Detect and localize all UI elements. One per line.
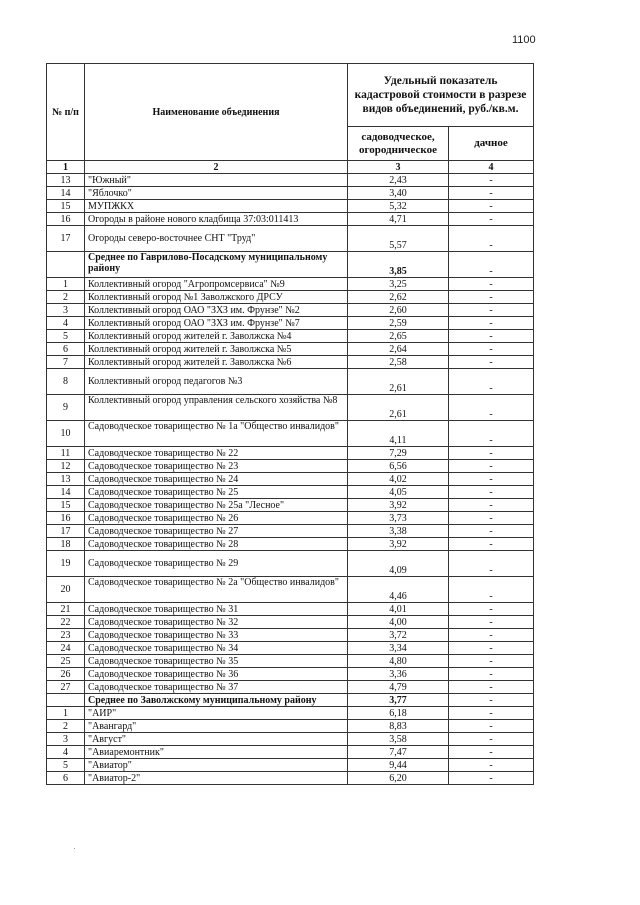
garden-value-cell: 2,62: [348, 291, 449, 304]
association-name-cell: Среднее по Заволжскому муниципальному району: [85, 694, 348, 707]
garden-value-cell: 4,46: [348, 577, 449, 603]
association-name-cell: Садоводческое товарищество № 37: [85, 681, 348, 694]
dacha-value-cell: -: [449, 603, 534, 616]
row-number-cell: 3: [47, 733, 85, 746]
dacha-value-cell: -: [449, 525, 534, 538]
header-row-number: № п/п: [47, 64, 85, 161]
row-number-cell: 6: [47, 772, 85, 785]
row-number-cell: 18: [47, 538, 85, 551]
dacha-value-cell: -: [449, 759, 534, 772]
table-row: [47, 187, 534, 200]
garden-value-cell: 4,02: [348, 473, 449, 486]
dacha-value-cell: -: [449, 278, 534, 291]
dacha-value-cell: -: [449, 200, 534, 213]
association-name-cell: Садоводческое товарищество № 28: [85, 538, 348, 551]
row-number-cell: 12: [47, 460, 85, 473]
row-number-cell: [47, 694, 85, 707]
association-name-cell: Коллективный огород №1 Заволжского ДРСУ: [85, 291, 348, 304]
garden-value-cell: 3,73: [348, 512, 449, 525]
table-row: [47, 291, 534, 304]
garden-value-cell: 3,92: [348, 538, 449, 551]
row-number-cell: 13: [47, 174, 85, 187]
association-name-cell: Садоводческое товарищество № 32: [85, 616, 348, 629]
association-name-cell: Среднее по Гаврилово-Посадскому муниципальному району: [85, 252, 348, 278]
row-number-cell: 7: [47, 356, 85, 369]
table-row: [47, 577, 534, 603]
row-number-cell: 25: [47, 655, 85, 668]
dacha-value-cell: -: [449, 187, 534, 200]
garden-value-cell: 3,92: [348, 499, 449, 512]
garden-value-cell: 2,43: [348, 174, 449, 187]
table-row: [47, 512, 534, 525]
table-row: [47, 486, 534, 499]
dacha-value-cell: -: [449, 317, 534, 330]
garden-value-cell: 5,32: [348, 200, 449, 213]
association-name-cell: Садоводческое товарищество № 29: [85, 551, 348, 577]
table-row: [47, 720, 534, 733]
association-name-cell: Огороды северо-восточнее СНТ "Труд": [85, 226, 348, 252]
table-row: [47, 603, 534, 616]
garden-value-cell: 4,01: [348, 603, 449, 616]
dacha-value-cell: -: [449, 473, 534, 486]
dacha-value-cell: -: [449, 746, 534, 759]
association-name-cell: Садоводческое товарищество № 26: [85, 512, 348, 525]
table-row: [47, 551, 534, 577]
row-number-cell: 17: [47, 525, 85, 538]
column-number-4: 4: [449, 161, 534, 174]
dacha-value-cell: -: [449, 668, 534, 681]
dacha-value-cell: -: [449, 499, 534, 512]
dacha-value-cell: -: [449, 226, 534, 252]
association-name-cell: Садоводческое товарищество № 2а "Общество инвалидов": [85, 577, 348, 603]
dacha-value-cell: -: [449, 772, 534, 785]
garden-value-cell: 3,85: [348, 252, 449, 278]
column-number-3: 3: [348, 161, 449, 174]
dacha-value-cell: -: [449, 538, 534, 551]
garden-value-cell: 7,29: [348, 447, 449, 460]
table-row: [47, 356, 534, 369]
garden-value-cell: 3,40: [348, 187, 449, 200]
table-row: [47, 421, 534, 447]
row-number-cell: 4: [47, 317, 85, 330]
row-number-cell: 3: [47, 304, 85, 317]
row-number-cell: 16: [47, 213, 85, 226]
header-garden-type: садоводческое, огородническое: [348, 127, 449, 161]
association-name-cell: "АИР": [85, 707, 348, 720]
association-name-cell: "Южный": [85, 174, 348, 187]
association-name-cell: Коллективный огород "Агропромсервиса" №9: [85, 278, 348, 291]
association-name-cell: Садоводческое товарищество № 25а "Лесное": [85, 499, 348, 512]
dacha-value-cell: -: [449, 551, 534, 577]
table-row: [47, 369, 534, 395]
table-row: [47, 525, 534, 538]
row-number-cell: 6: [47, 343, 85, 356]
dacha-value-cell: -: [449, 707, 534, 720]
row-number-cell: 15: [47, 200, 85, 213]
association-name-cell: Садоводческое товарищество № 34: [85, 642, 348, 655]
garden-value-cell: 6,56: [348, 460, 449, 473]
row-number-cell: 22: [47, 616, 85, 629]
association-name-cell: "Авиаремонтник": [85, 746, 348, 759]
table-row: [47, 278, 534, 291]
table-row: [47, 460, 534, 473]
association-name-cell: Коллективный огород ОАО "ЗХЗ им. Фрунзе" №7: [85, 317, 348, 330]
association-name-cell: Садоводческое товарищество № 23: [85, 460, 348, 473]
garden-value-cell: 2,61: [348, 395, 449, 421]
garden-value-cell: 2,60: [348, 304, 449, 317]
dacha-value-cell: -: [449, 291, 534, 304]
association-name-cell: МУПЖКХ: [85, 200, 348, 213]
table-row: [47, 746, 534, 759]
dacha-value-cell: -: [449, 213, 534, 226]
association-name-cell: Садоводческое товарищество № 35: [85, 655, 348, 668]
table-row: [47, 629, 534, 642]
garden-value-cell: 4,00: [348, 616, 449, 629]
row-number-cell: 19: [47, 551, 85, 577]
table-row: [47, 668, 534, 681]
row-number-cell: 14: [47, 187, 85, 200]
garden-value-cell: 4,71: [348, 213, 449, 226]
dacha-value-cell: -: [449, 512, 534, 525]
column-number-2: 2: [85, 161, 348, 174]
table-row: [47, 213, 534, 226]
row-number-cell: 1: [47, 278, 85, 291]
dacha-value-cell: -: [449, 304, 534, 317]
table-row: [47, 317, 534, 330]
row-number-cell: 15: [47, 499, 85, 512]
garden-value-cell: 2,59: [348, 317, 449, 330]
table-body: [47, 174, 534, 785]
table-header: [47, 64, 534, 174]
dacha-value-cell: -: [449, 421, 534, 447]
table-row: [47, 395, 534, 421]
garden-value-cell: 6,20: [348, 772, 449, 785]
row-number-cell: 21: [47, 603, 85, 616]
row-number-cell: 4: [47, 746, 85, 759]
garden-value-cell: 9,44: [348, 759, 449, 772]
association-name-cell: "Авангард": [85, 720, 348, 733]
garden-value-cell: 6,18: [348, 707, 449, 720]
dacha-value-cell: -: [449, 343, 534, 356]
row-number-cell: 27: [47, 681, 85, 694]
association-name-cell: Коллективный огород жителей г. Заволжска №5: [85, 343, 348, 356]
table-row: [47, 681, 534, 694]
garden-value-cell: 4,09: [348, 551, 449, 577]
dacha-value-cell: -: [449, 252, 534, 278]
table-row: [47, 174, 534, 187]
association-name-cell: "Авиатор-2": [85, 772, 348, 785]
row-number-cell: 26: [47, 668, 85, 681]
association-name-cell: Садоводческое товарищество № 27: [85, 525, 348, 538]
page-number: 1100: [512, 34, 536, 46]
scan-artifact-dot: [74, 848, 75, 849]
row-number-cell: 17: [47, 226, 85, 252]
table-row-average: [47, 694, 534, 707]
row-number-cell: 13: [47, 473, 85, 486]
table-row: [47, 330, 534, 343]
garden-value-cell: 2,61: [348, 369, 449, 395]
dacha-value-cell: -: [449, 460, 534, 473]
association-name-cell: Садоводческое товарищество № 31: [85, 603, 348, 616]
row-number-cell: 14: [47, 486, 85, 499]
garden-value-cell: 4,05: [348, 486, 449, 499]
garden-value-cell: 5,57: [348, 226, 449, 252]
dacha-value-cell: -: [449, 356, 534, 369]
association-name-cell: "Яблочко": [85, 187, 348, 200]
dacha-value-cell: -: [449, 642, 534, 655]
table-row: [47, 447, 534, 460]
association-name-cell: Коллективный огород педагогов №3: [85, 369, 348, 395]
garden-value-cell: 3,38: [348, 525, 449, 538]
dacha-value-cell: -: [449, 577, 534, 603]
row-number-cell: 1: [47, 707, 85, 720]
association-name-cell: Садоводческое товарищество № 33: [85, 629, 348, 642]
table-row-average: [47, 252, 534, 278]
row-number-cell: 20: [47, 577, 85, 603]
garden-value-cell: 3,58: [348, 733, 449, 746]
table-row: [47, 499, 534, 512]
table-row: [47, 733, 534, 746]
dacha-value-cell: -: [449, 720, 534, 733]
dacha-value-cell: -: [449, 330, 534, 343]
dacha-value-cell: -: [449, 733, 534, 746]
dacha-value-cell: -: [449, 629, 534, 642]
column-number-1: 1: [47, 161, 85, 174]
dacha-value-cell: -: [449, 395, 534, 421]
garden-value-cell: 2,65: [348, 330, 449, 343]
row-number-cell: 10: [47, 421, 85, 447]
association-name-cell: Коллективный огород жителей г. Заволжска №6: [85, 356, 348, 369]
dacha-value-cell: -: [449, 174, 534, 187]
table-row: [47, 473, 534, 486]
dacha-value-cell: -: [449, 369, 534, 395]
garden-value-cell: 2,64: [348, 343, 449, 356]
dacha-value-cell: -: [449, 694, 534, 707]
row-number-cell: 5: [47, 759, 85, 772]
association-name-cell: Садоводческое товарищество № 22: [85, 447, 348, 460]
header-dacha-type: дачное: [449, 127, 534, 161]
row-number-cell: 24: [47, 642, 85, 655]
table-row: [47, 200, 534, 213]
table-row: [47, 655, 534, 668]
table-row: [47, 343, 534, 356]
row-number-cell: 16: [47, 512, 85, 525]
table-row: [47, 304, 534, 317]
association-name-cell: Огороды в районе нового кладбища 37:03:011413: [85, 213, 348, 226]
header-association-name: Наименование объединения: [85, 64, 348, 161]
association-name-cell: Коллективный огород ОАО "ЗХЗ им. Фрунзе" №2: [85, 304, 348, 317]
garden-value-cell: 3,25: [348, 278, 449, 291]
cadastral-value-table: [46, 63, 534, 785]
association-name-cell: Садоводческое товарищество № 36: [85, 668, 348, 681]
garden-value-cell: 4,11: [348, 421, 449, 447]
association-name-cell: "Авиатор": [85, 759, 348, 772]
dacha-value-cell: -: [449, 616, 534, 629]
association-name-cell: Коллективный огород управления сельского хозяйства №8: [85, 395, 348, 421]
row-number-cell: 2: [47, 291, 85, 304]
row-number-cell: 11: [47, 447, 85, 460]
garden-value-cell: 3,72: [348, 629, 449, 642]
dacha-value-cell: -: [449, 681, 534, 694]
garden-value-cell: 7,47: [348, 746, 449, 759]
row-number-cell: 5: [47, 330, 85, 343]
row-number-cell: 23: [47, 629, 85, 642]
row-number-cell: 8: [47, 369, 85, 395]
table-row: [47, 616, 534, 629]
table-row: [47, 538, 534, 551]
table-row: [47, 642, 534, 655]
garden-value-cell: 8,83: [348, 720, 449, 733]
row-number-cell: 2: [47, 720, 85, 733]
association-name-cell: "Август": [85, 733, 348, 746]
garden-value-cell: 3,36: [348, 668, 449, 681]
association-name-cell: Садоводческое товарищество № 1а "Общество инвалидов": [85, 421, 348, 447]
dacha-value-cell: -: [449, 486, 534, 499]
garden-value-cell: 3,77: [348, 694, 449, 707]
header-specific-cadastral-value: Удельный показатель кадастровой стоимости в разрезе видов объединений, руб./кв.м.: [348, 64, 534, 127]
association-name-cell: Садоводческое товарищество № 24: [85, 473, 348, 486]
garden-value-cell: 4,80: [348, 655, 449, 668]
table-row: [47, 772, 534, 785]
row-number-cell: 9: [47, 395, 85, 421]
garden-value-cell: 4,79: [348, 681, 449, 694]
garden-value-cell: 2,58: [348, 356, 449, 369]
row-number-cell: [47, 252, 85, 278]
table-row: [47, 759, 534, 772]
dacha-value-cell: -: [449, 447, 534, 460]
association-name-cell: Садоводческое товарищество № 25: [85, 486, 348, 499]
table-row: [47, 226, 534, 252]
dacha-value-cell: -: [449, 655, 534, 668]
association-name-cell: Коллективный огород жителей г. Заволжска №4: [85, 330, 348, 343]
table-row: [47, 707, 534, 720]
garden-value-cell: 3,34: [348, 642, 449, 655]
